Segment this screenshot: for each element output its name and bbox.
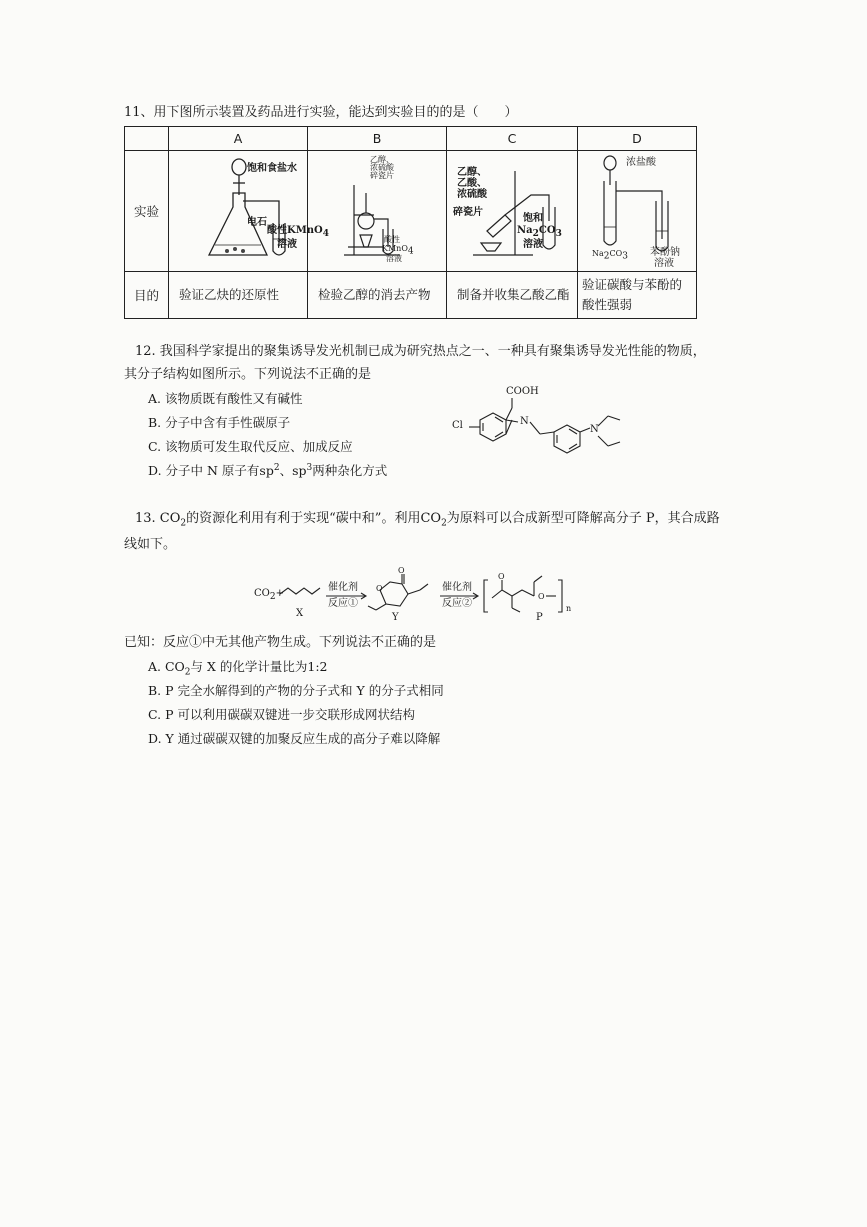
scheme-label-p: P bbox=[536, 612, 543, 623]
apparatus-b bbox=[308, 151, 447, 272]
purpose-a: 验证乙炔的还原性 bbox=[169, 272, 308, 319]
label-b-ethanol: 乙醇、 bbox=[370, 155, 394, 164]
header-c: C bbox=[447, 127, 578, 151]
label-c-porcelain-chips: 碎瓷片 bbox=[453, 207, 483, 218]
apparatus-c bbox=[447, 151, 578, 272]
label-b-solution: 溶液 bbox=[386, 254, 402, 263]
q12-option-d: D. 分子中 N 原子有$sp^2$、$sp^3$两种杂化方式 bbox=[148, 462, 388, 478]
label-c-sulfuric-acid: 浓硫酸 bbox=[457, 189, 487, 200]
scheme-catalyst-2: 催化剂 bbox=[442, 582, 472, 593]
scheme-label-x: X bbox=[296, 608, 304, 619]
q13-option-c: C. P 可以利用碳碳双键进一步交联形成网状结构 bbox=[148, 707, 415, 722]
label-c-saturated: 饱和 bbox=[523, 213, 543, 224]
molecule-cl: Cl bbox=[452, 420, 463, 431]
q12-option-b: B. 分子中含有手性碳原子 bbox=[148, 415, 291, 430]
q12-stem-line1: 12. 我国科学家提出的聚集诱导发光机制已成为研究热点之一、一种具有聚集诱导发光性能的物质， bbox=[135, 344, 706, 359]
q13-stem-line1: 13. $CO_2$的资源化利用有利于实现“碳中和”。利用$CO_2$为原料可以合成新型可降解高分子 P，其合成路 bbox=[135, 511, 720, 529]
molecule-n1: N bbox=[520, 416, 529, 427]
label-d-solution: 溶液 bbox=[654, 258, 674, 269]
label-c-na2co3: $Na_2CO_3$ bbox=[517, 225, 562, 239]
q12-option-a: A. 该物质既有酸性又有碱性 bbox=[148, 391, 303, 406]
q12-stem-line2: 其分子结构如图所示。下列说法不正确的是 bbox=[124, 367, 372, 382]
q12-option-c: C. 该物质可发生取代反应、加成反应 bbox=[148, 439, 353, 454]
label-a-saturated-brine: 饱和食盐水 bbox=[247, 163, 297, 174]
apparatus-a bbox=[169, 151, 330, 272]
purpose-c: 制备并收集乙酸乙酯 bbox=[447, 272, 578, 319]
purpose-b: 检验乙醇的消去产物 bbox=[308, 272, 447, 319]
scheme-reaction-2: 反应② bbox=[442, 598, 472, 609]
label-a-kmno4: 酸性KMnO$_4$ bbox=[267, 225, 330, 239]
label-a-solution: 溶液 bbox=[277, 239, 297, 250]
q13-option-d: D. Y 通过碳碳双键的加聚反应生成的高分子难以降解 bbox=[148, 731, 441, 746]
header-b: B bbox=[308, 127, 447, 151]
q12-molecule-drawing bbox=[450, 386, 670, 466]
q11-table bbox=[124, 126, 697, 319]
q13-option-b: B. P 完全水解得到的产物的分子式和 Y 的分子式相同 bbox=[148, 683, 444, 698]
label-a-calcium-carbide: 电石 bbox=[247, 217, 267, 228]
scheme-co2: $CO_2+$ bbox=[254, 588, 284, 602]
label-b-sulfuric-acid: 浓硫酸 bbox=[370, 163, 394, 172]
label-b-porcelain-chips: 碎瓷片 bbox=[370, 171, 394, 180]
label-b-acidic: 酸性 bbox=[384, 235, 400, 244]
q13-known: 已知：反应①中无其他产物生成。下列说法不正确的是 bbox=[124, 635, 437, 650]
label-c-solution: 溶液 bbox=[523, 239, 543, 250]
q13-option-a: A. $CO_2$与 X 的化学计量比为1:2 bbox=[148, 659, 328, 678]
apparatus-d bbox=[578, 151, 697, 272]
q13-stem-line2: 线如下。 bbox=[124, 537, 177, 552]
molecule-cooh: COOH bbox=[506, 386, 539, 397]
q11-stem: 11、用下图所示装置及药品进行实验，能达到实验目的的是（ ） bbox=[124, 105, 518, 120]
label-c-ethanol: 乙醇、 bbox=[457, 167, 487, 178]
scheme-y-carbonyl-o: O bbox=[398, 566, 405, 575]
molecule-n2: N bbox=[590, 424, 599, 435]
row-label-experiment: 实验 bbox=[125, 151, 169, 272]
scheme-label-y: Y bbox=[392, 612, 399, 623]
header-a: A bbox=[169, 127, 308, 151]
scheme-label-n: n bbox=[566, 604, 572, 613]
scheme-p-carbonyl-o: O bbox=[498, 572, 505, 581]
scheme-reaction-1: 反应① bbox=[328, 598, 358, 609]
label-b-kmno4: KMnO$_4$ bbox=[382, 244, 414, 257]
row-label-purpose: 目的 bbox=[125, 272, 169, 319]
label-d-conc-hcl: 浓盐酸 bbox=[626, 157, 656, 168]
scheme-p-ester-o: O bbox=[538, 592, 545, 601]
scheme-catalyst-1: 催化剂 bbox=[328, 582, 358, 593]
purpose-d: 验证碳酸与苯酚的 酸性强弱 bbox=[578, 272, 697, 319]
label-d-na2co3: $Na_2CO_3$ bbox=[592, 249, 628, 262]
q12-molecule bbox=[450, 386, 670, 466]
label-c-acetic-acid: 乙酸、 bbox=[457, 178, 487, 189]
label-d-sodium-phenoxide: 苯酚钠 bbox=[650, 247, 680, 258]
scheme-y-ring-o: O bbox=[376, 584, 383, 593]
header-d: D bbox=[578, 127, 697, 151]
q13-reaction-scheme bbox=[250, 560, 580, 626]
table-corner-cell bbox=[125, 127, 169, 151]
